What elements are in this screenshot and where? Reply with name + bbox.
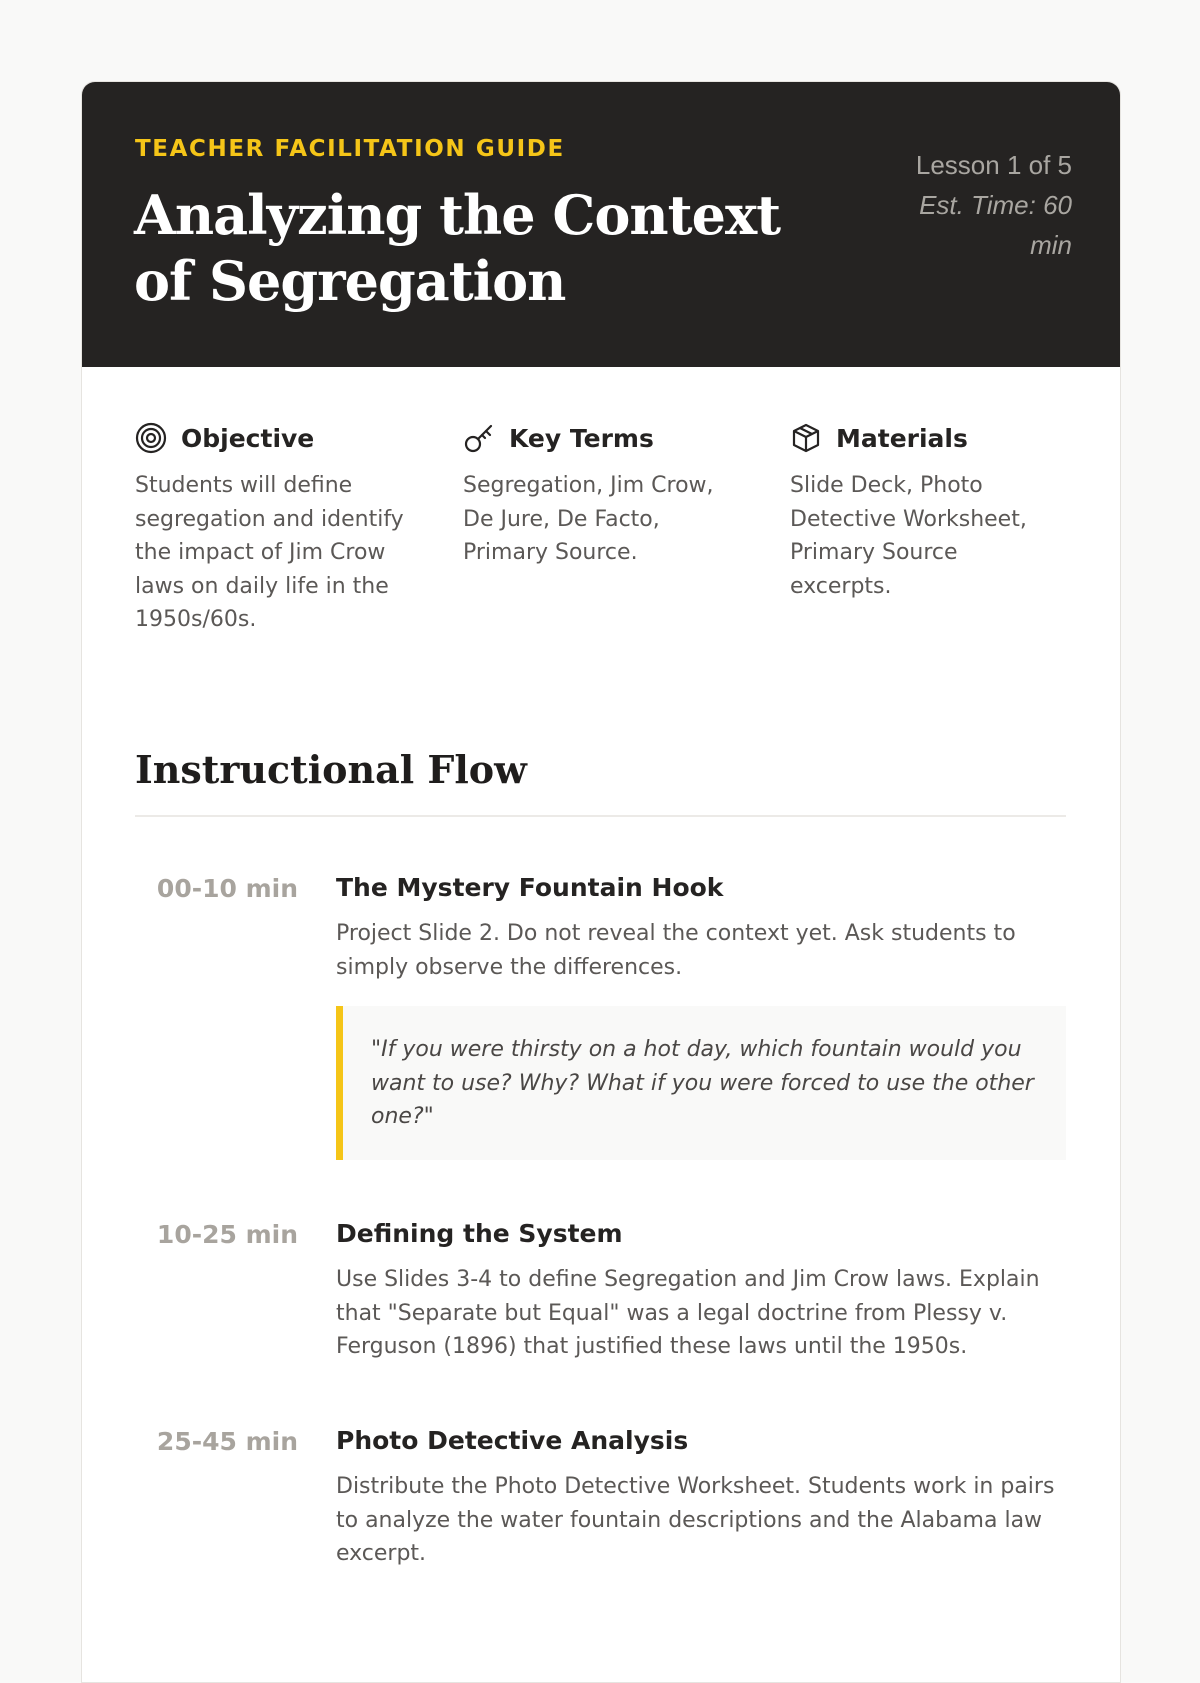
step-time: 25-45 min	[156, 1427, 298, 1456]
lesson-header	[82, 82, 1121, 367]
step-description: Project Slide 2. Do not reveal the context yet. Ask students to simply observe the differences.	[336, 921, 1016, 980]
step-time: 00-10 min	[156, 874, 298, 903]
flow-step	[336, 872, 1066, 1160]
key-terms-section	[463, 420, 738, 570]
materials-text: Slide Deck, Photo Detective Worksheet, Primary Source excerpts.	[790, 473, 1027, 599]
key-terms-text: Segregation, Jim Crow, De Jure, De Facto, Primary Source.	[463, 473, 714, 565]
objective-title: Objective	[181, 423, 315, 453]
flow-step	[336, 1218, 1066, 1364]
flow-step	[336, 1425, 1066, 1571]
instructional-flow-heading: Instructional Flow	[135, 747, 527, 792]
lesson-title: Analyzing the Context of Segregation	[134, 183, 781, 313]
lesson-card	[81, 81, 1121, 1683]
teacher-prompt-quote: "If you were thirsty on a hot day, which fountain would you want to use? Why? What if you were forced to use the other one?"	[336, 1006, 1066, 1160]
materials-section	[790, 420, 1065, 603]
target-icon	[135, 422, 167, 454]
step-title: Defining the System	[336, 1219, 623, 1248]
estimated-time: Est. Time: 60 min	[919, 190, 1072, 260]
step-time: 10-25 min	[156, 1220, 298, 1249]
step-title: Photo Detective Analysis	[336, 1426, 689, 1455]
materials-title: Materials	[836, 423, 968, 453]
guide-label: TEACHER FACILITATION GUIDE	[135, 136, 565, 162]
objective-section	[135, 420, 410, 637]
step-description: Use Slides 3-4 to define Segregation and Jim Crow laws. Explain that "Separate but Equal" was a legal doctrine from Plessy v. Ferguson (1896) that justified these laws until the 1950s.	[336, 1267, 1040, 1359]
objective-text: Students will define segregation and identify the impact of Jim Crow laws on daily life in the 1950s/60s.	[135, 473, 404, 632]
package-icon	[790, 422, 822, 454]
lesson-meta	[912, 145, 1072, 265]
step-title: The Mystery Fountain Hook	[336, 873, 724, 902]
section-divider	[135, 815, 1066, 817]
lesson-number: Lesson 1 of 5	[915, 150, 1072, 180]
step-description: Distribute the Photo Detective Worksheet. Students work in pairs to analyze the water fountain descriptions and the Alabama law excerpt.	[336, 1474, 1055, 1566]
key-icon	[463, 422, 495, 454]
key-terms-title: Key Terms	[509, 423, 654, 453]
